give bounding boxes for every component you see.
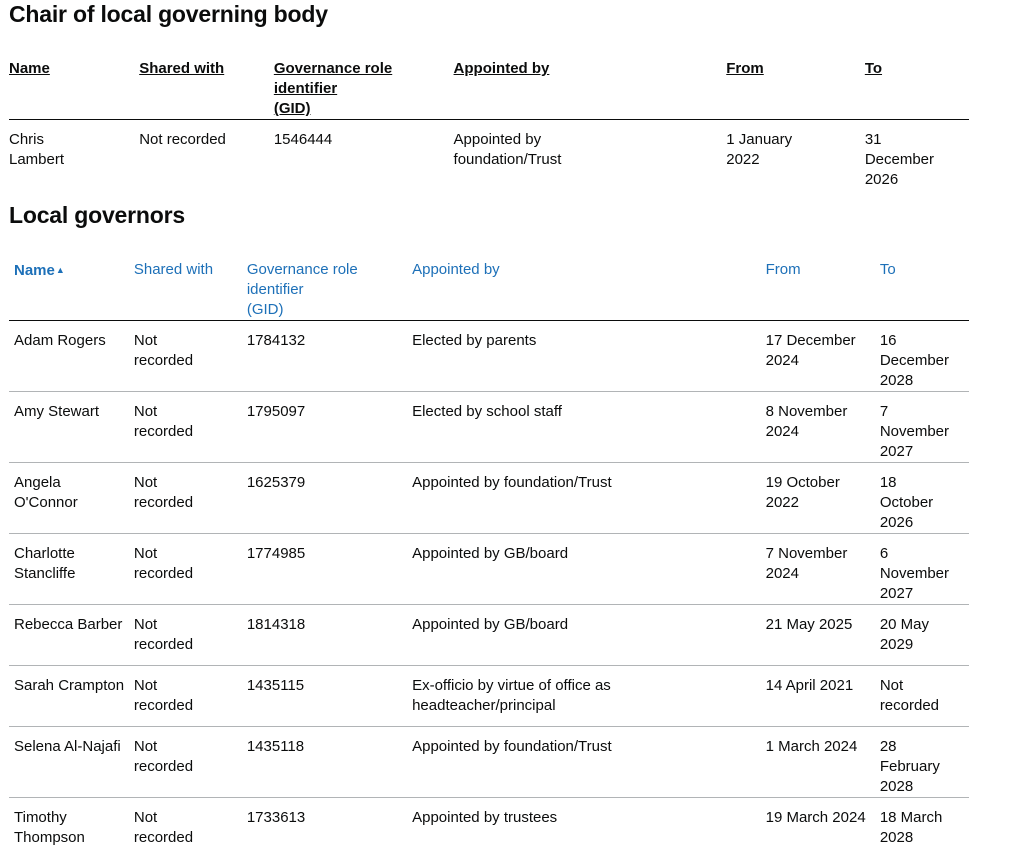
governor-appointed-by: Elected by parents	[412, 332, 537, 349]
chair-col-shared: Shared with	[139, 60, 225, 77]
chair-to: 31 December 2026	[864, 131, 935, 188]
governor-shared-with: Not recorded	[133, 332, 194, 369]
table-row	[9, 534, 969, 605]
governor-from: 1 March 2024	[765, 738, 858, 755]
governor-shared-with: Not recorded	[133, 677, 194, 714]
table-row	[9, 392, 969, 463]
chair-col-name: Name	[9, 60, 50, 77]
table-row	[9, 666, 969, 727]
chair-col-from: From	[726, 60, 764, 77]
chair-gid: 1546444	[273, 131, 333, 148]
governor-from: 14 April 2021	[765, 677, 854, 694]
table-row	[9, 605, 969, 666]
governor-from: 21 May 2025	[765, 616, 853, 633]
governor-from: 17 December 2024	[765, 332, 856, 369]
sort-by-to-header[interactable]: To	[879, 261, 896, 278]
triangle-up-icon: ▲	[55, 265, 65, 275]
governor-shared-with: Not recorded	[133, 474, 194, 511]
governor-appointed-by: Appointed by foundation/Trust	[412, 474, 612, 491]
governor-from: 19 October 2022	[765, 474, 840, 511]
governor-gid: 1435118	[246, 738, 305, 755]
local-header-row	[9, 260, 969, 321]
sort-by-appointed-header[interactable]: Appointed by	[412, 261, 500, 278]
chair-row	[9, 120, 969, 191]
local-governors-heading: Local governors	[9, 202, 185, 228]
chair-col-to: To	[864, 60, 883, 77]
governor-from: 8 November 2024	[765, 403, 848, 440]
governor-shared-with: Not recorded	[133, 616, 194, 653]
local-governors-table	[9, 260, 969, 859]
chair-name: Chris Lambert	[9, 131, 65, 168]
chair-header-row	[9, 59, 969, 120]
governor-gid: 1435115	[246, 677, 305, 694]
governor-appointed-by: Appointed by trustees	[412, 809, 558, 826]
table-row	[9, 798, 969, 859]
sort-by-from-header[interactable]: From	[765, 261, 801, 278]
governor-appointed-by: Elected by school staff	[412, 403, 562, 420]
governor-appointed-by: Appointed by GB/board	[412, 616, 569, 633]
governor-name: Sarah Crampton	[14, 677, 125, 694]
governor-name: Adam Rogers	[14, 332, 106, 349]
governor-from: 19 March 2024	[765, 809, 866, 826]
governor-to: 28 February 2028	[879, 738, 940, 795]
sort-by-name-header[interactable]	[9, 260, 134, 321]
table-row	[9, 463, 969, 534]
governor-name: Timothy Thompson	[14, 809, 85, 846]
governor-to: 7 November 2027	[879, 403, 950, 460]
chair-col-appointed: Appointed by	[453, 60, 550, 77]
governor-shared-with: Not recorded	[133, 545, 194, 582]
governor-shared-with: Not recorded	[133, 403, 194, 440]
governor-gid: 1795097	[246, 403, 306, 420]
governor-to: 18 March 2028	[879, 809, 943, 846]
sort-by-name-link[interactable]: Name	[14, 262, 55, 279]
governor-gid: 1733613	[246, 809, 306, 826]
governor-appointed-by: Appointed by GB/board	[412, 545, 569, 562]
sort-by-shared-header[interactable]: Shared with	[133, 261, 214, 278]
governor-gid: 1814318	[246, 616, 306, 633]
governor-name: Amy Stewart	[14, 403, 100, 420]
chair-table	[9, 59, 969, 190]
governor-name: Angela O'Connor	[14, 474, 78, 511]
chair-from: 1 January 2022	[726, 131, 793, 168]
governor-name: Rebecca Barber	[14, 616, 123, 633]
governor-to: 20 May 2029	[879, 616, 930, 653]
governor-to: 6 November 2027	[879, 545, 950, 602]
governor-shared-with: Not recorded	[133, 809, 194, 846]
governor-gid: 1625379	[246, 474, 306, 491]
governor-from: 7 November 2024	[765, 545, 848, 582]
chair-shared: Not recorded	[139, 131, 226, 148]
governor-shared-with: Not recorded	[133, 738, 194, 775]
governor-to: 16 December 2028	[879, 332, 950, 389]
governor-gid: 1784132	[246, 332, 306, 349]
table-row	[9, 727, 969, 798]
sort-by-gid-header[interactable]: Governance role identifier (GID)	[246, 261, 358, 318]
governor-appointed-by: Ex-officio by virtue of office as headteacher/principal	[412, 677, 611, 714]
chair-appointed: Appointed by foundation/Trust	[453, 131, 562, 168]
governor-to: Not recorded	[879, 677, 940, 714]
governor-to: 18 October 2026	[879, 474, 934, 531]
governor-appointed-by: Appointed by foundation/Trust	[412, 738, 612, 755]
table-row	[9, 321, 969, 392]
governor-name: Charlotte Stancliffe	[14, 545, 76, 582]
chair-col-gid: Governance role identifier (GID)	[273, 60, 393, 117]
governor-name: Selena Al-Najafi	[14, 738, 121, 755]
chair-heading: Chair of local governing body	[9, 1, 328, 27]
governor-gid: 1774985	[246, 545, 306, 562]
